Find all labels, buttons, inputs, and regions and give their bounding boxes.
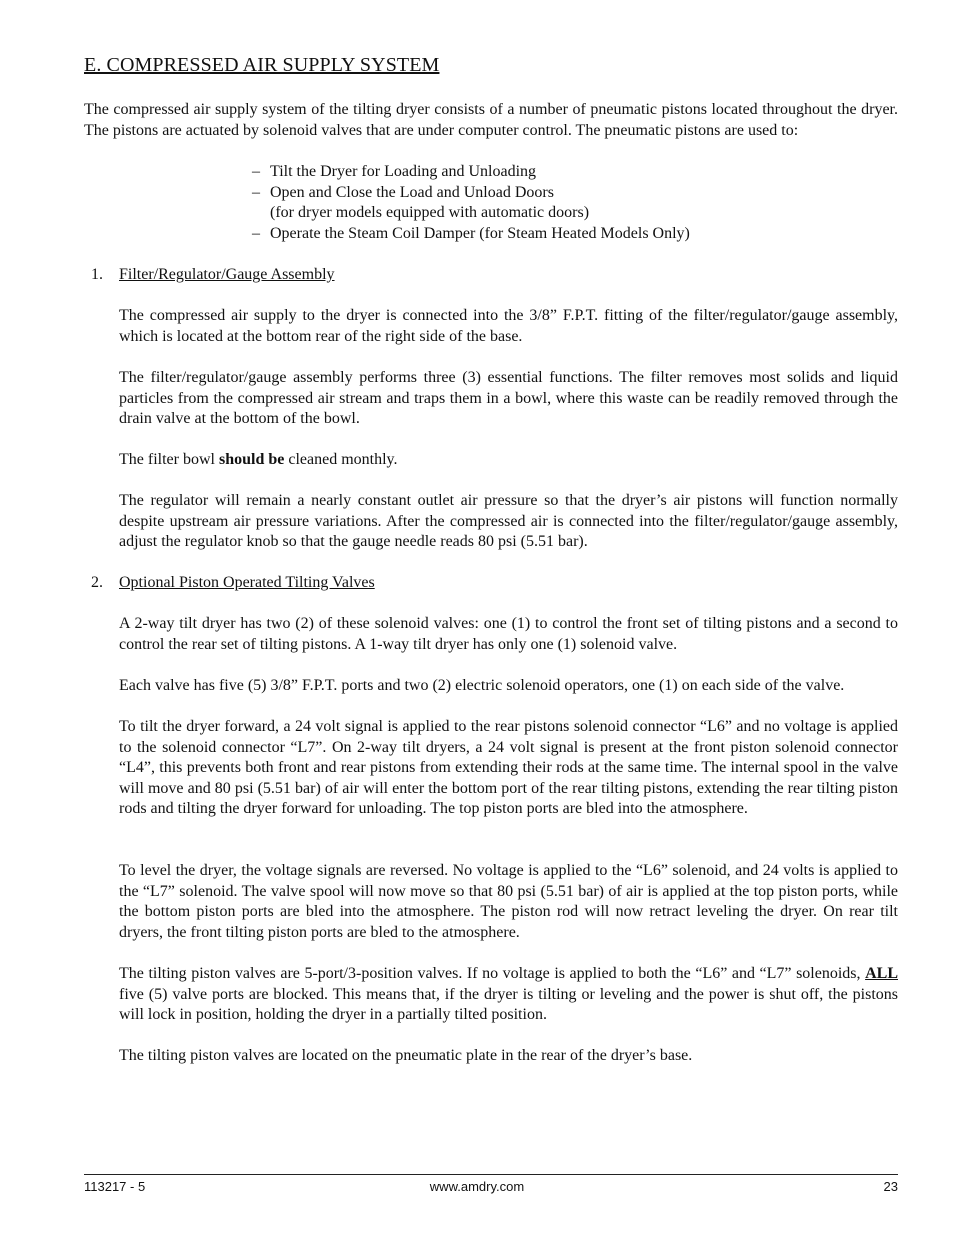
text-run: The filter bowl bbox=[119, 451, 219, 468]
intro-paragraph: The compressed air supply system of the tilting dryer consists of a number of pneumatic pistons located throughout the dryer. The pistons are actuated by solenoid valves that are under computer control. The pneumatic pistons are used to: bbox=[84, 101, 898, 139]
paragraph: The regulator will remain a nearly constant outlet air pressure so that the dryer’s air pistons will function normally despite upstream air pressure variations. After the compressed air is connected into the filter/regulator/gauge assembly, adjust the regulator knob so that the gauge needle reads 80 psi (5.51 bar). bbox=[119, 492, 898, 551]
section-title: E. COMPRESSED AIR SUPPLY SYSTEM bbox=[84, 54, 440, 76]
dash: – bbox=[252, 183, 260, 201]
bullet-text: Operate the Steam Coil Damper (for Steam Heated Models Only) bbox=[270, 224, 690, 242]
bullet-text: Tilt the Dryer for Loading and Unloading bbox=[270, 163, 537, 180]
bold-underlined-text: ALL bbox=[865, 965, 898, 982]
subsection-title: Filter/Regulator/Gauge Assembly bbox=[119, 266, 335, 283]
bullet-item bbox=[252, 183, 690, 204]
subsection-number: 2. bbox=[91, 574, 103, 591]
subsection-title: Optional Piston Operated Tilting Valves bbox=[119, 574, 375, 591]
footer-website: www.amdry.com bbox=[429, 1179, 525, 1194]
text-run: five (5) valve ports are blocked. This means that, if the dryer is tilting or leveling and the power is shut off, the pistons will lock in position, holding the dryer in a partially tilted position. bbox=[119, 985, 898, 1024]
paragraph: The compressed air supply to the dryer is connected into the 3/8” F.P.T. fitting of the filter/regulator/gauge assembly, which is located at the bottom rear of the right side of the base. bbox=[119, 307, 898, 345]
bold-text: should be bbox=[218, 451, 285, 468]
footer-doc-number: 113217 - 5 bbox=[84, 1179, 146, 1194]
bullet-text: Open and Close the Load and Unload Doors bbox=[270, 183, 554, 201]
text-run: The tilting piston valves are 5-port/3-position valves. If no voltage is applied to both the “L6” and “L7” solenoids, bbox=[119, 965, 866, 982]
paragraph bbox=[119, 450, 898, 471]
footer-divider bbox=[84, 1174, 898, 1175]
bullet-list bbox=[252, 162, 690, 244]
subsection-number: 1. bbox=[91, 266, 103, 283]
paragraph: To tilt the dryer forward, a 24 volt signal is applied to the rear pistons solenoid connector “L6” and no voltage is applied to the solenoid connector “L7”. On 2-way tilt dryers, a 24 volt signal is present at the front piston solenoid connector “L4”, this prevents both front and rear pistons from extending their rods at the same time. The internal spool in the valve will move and 80 psi (5.51 bar) of air will enter the bottom port of the rear tilting pistons, extending the rear tilting piston rods and tilting the dryer forward for unloading. The top piston ports are bled into the atmosphere. bbox=[119, 718, 898, 818]
paragraph: The tilting piston valves are located on the pneumatic plate in the rear of the dryer’s base. bbox=[119, 1047, 693, 1064]
dash: – bbox=[252, 163, 260, 180]
bullet-continuation: (for dryer models equipped with automatic doors) bbox=[270, 204, 590, 222]
bullet-item bbox=[252, 162, 690, 183]
footer-page-number: 23 bbox=[883, 1179, 898, 1194]
dash: – bbox=[252, 224, 260, 242]
paragraph: A 2-way tilt dryer has two (2) of these solenoid valves: one (1) to control the front set of tilting pistons and a second to control the rear set of tilting pistons. A 1-way tilt dryer has only one (1) solenoid valve. bbox=[119, 615, 898, 653]
subsection-heading bbox=[84, 573, 375, 594]
subsection-heading bbox=[84, 265, 335, 286]
paragraph: To level the dryer, the voltage signals are reversed. No voltage is applied to the “L6” solenoid, and 24 volts is applied to the “L7” solenoid. The valve spool will now move so that 80 psi (5.51 bar) of air is applied at the top piston ports, while the bottom piston ports are bled into the atmosphere. The piston rod will now retract leveling the dryer. On rear tilt dryers, the front tilting piston ports are bled to the atmosphere. bbox=[119, 862, 898, 941]
text-run: cleaned monthly. bbox=[284, 451, 398, 468]
paragraph: Each valve has five (5) 3/8” F.P.T. ports and two (2) electric solenoid operators, one (1) on each side of the valve. bbox=[119, 677, 845, 694]
paragraph bbox=[119, 964, 898, 1026]
bullet-item bbox=[252, 224, 690, 245]
paragraph: The filter/regulator/gauge assembly performs three (3) essential functions. The filter removes most solids and liquid particles from the compressed air stream and traps them in a bowl, where this waste can be readily removed through the drain valve at the bottom of the bowl. bbox=[119, 369, 898, 428]
